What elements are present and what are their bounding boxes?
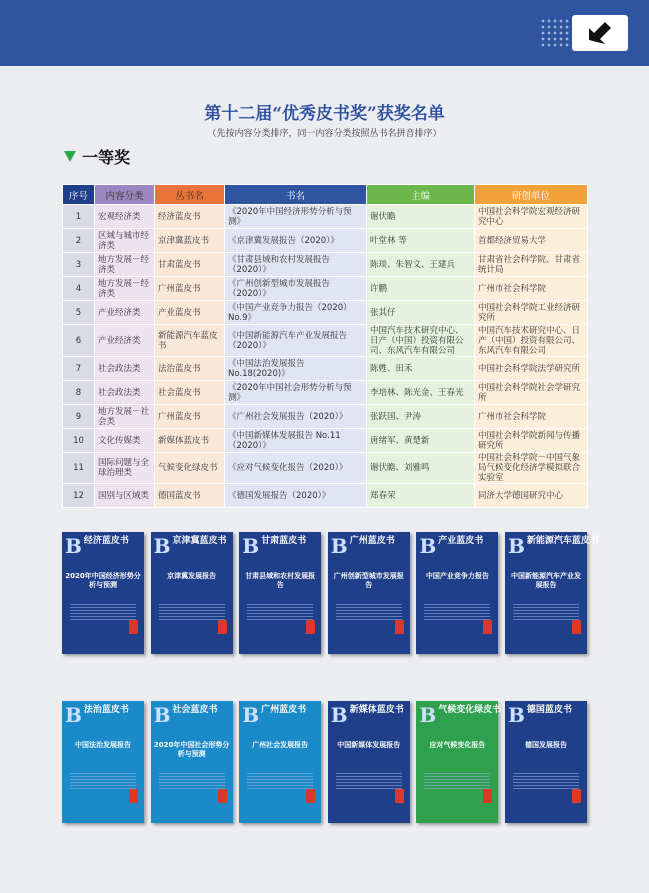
table-cell: 广州市社会科学院 — [475, 405, 588, 429]
table-cell: 李培林、陈光金、王春光 — [367, 381, 475, 405]
column-header: 主编 — [367, 185, 475, 205]
cover-title: 京津冀发展报告 — [167, 572, 217, 580]
table-cell: 11 — [63, 453, 95, 484]
table-cell: 《中国新能源汽车产业发展报告（2020）》 — [225, 325, 367, 357]
book-cover — [328, 532, 410, 654]
table-cell: 社会政法类 — [95, 381, 155, 405]
back-button[interactable] — [572, 15, 628, 51]
table-row — [63, 453, 588, 484]
table-cell: 中国社会科学院新闻与传播研究所 — [475, 429, 588, 453]
table-cell: 《中国新媒体发展报告 No.11（2020）》 — [225, 429, 367, 453]
cover-text-lines — [247, 604, 313, 622]
table-cell: 新媒体蓝皮书 — [155, 429, 225, 453]
table-row — [63, 405, 588, 429]
cover-header — [508, 705, 584, 725]
table-cell: 2 — [63, 229, 95, 253]
table-cell: 《2020年中国社会形势分析与预测》 — [225, 381, 367, 405]
cover-badge — [395, 789, 404, 803]
table-cell: 中国汽车技术研究中心、日产（中国）投资有限公司、东风汽车有限公司 — [367, 325, 475, 357]
cover-series: 德国蓝皮书 — [526, 705, 572, 715]
table-row — [63, 381, 588, 405]
table-cell: 8 — [63, 381, 95, 405]
table-cell: 《应对气候变化报告（2020）》 — [225, 453, 367, 484]
cover-logo-b: B — [330, 703, 348, 727]
table-cell: 9 — [63, 405, 95, 429]
cover-badge — [129, 620, 138, 634]
cover-text-lines — [424, 773, 490, 791]
table-cell: 《德国发展报告（2020）》 — [225, 484, 367, 508]
table-cell: 地方发展－经济类 — [95, 277, 155, 301]
cover-title: 中国新媒体发展报告 — [337, 741, 401, 749]
cover-series: 广州蓝皮书 — [261, 705, 307, 715]
cover-logo-b: B — [330, 534, 348, 558]
book-cover — [62, 701, 144, 823]
table-cell: 《甘肃县域和农村发展报告（2020）》 — [225, 253, 367, 277]
table-cell: 广州市社会科学院 — [475, 277, 588, 301]
table-cell: 文化传媒类 — [95, 429, 155, 453]
triangle-down-icon — [64, 151, 76, 162]
table-cell: 中国社会科学院－中国气象局气候变化经济学模拟联合实验室 — [475, 453, 588, 484]
column-header: 书名 — [225, 185, 367, 205]
cover-text-lines — [424, 604, 490, 622]
cover-series: 经济蓝皮书 — [83, 536, 129, 546]
cover-title: 应对气候变化报告 — [429, 741, 486, 749]
table-row — [63, 229, 588, 253]
table-cell: 5 — [63, 301, 95, 325]
table-cell: 1 — [63, 205, 95, 229]
cover-series: 新能源汽车蓝皮书 — [526, 536, 599, 546]
cover-header — [154, 536, 230, 556]
table-cell: 谢伏瞻、刘雅鸣 — [367, 453, 475, 484]
cover-logo-b: B — [507, 534, 525, 558]
table-cell: 气候变化绿皮书 — [155, 453, 225, 484]
table-cell: 首都经济贸易大学 — [475, 229, 588, 253]
cover-title: 中国新能源汽车产业发展报告 — [510, 572, 581, 589]
table-cell: 《广州社会发展报告（2020）》 — [225, 405, 367, 429]
arrow-down-left-icon — [585, 20, 615, 46]
table-body — [63, 205, 588, 508]
cover-title: 2020年中国社会形势分析与预测 — [153, 741, 230, 758]
cover-series: 产业蓝皮书 — [438, 536, 484, 546]
cover-header — [331, 705, 407, 725]
table-cell: 《广州创新型城市发展报告（2020）》 — [225, 277, 367, 301]
table-cell: 社会政法类 — [95, 357, 155, 381]
column-header: 丛书名 — [155, 185, 225, 205]
table-cell: 3 — [63, 253, 95, 277]
cover-text-lines — [513, 604, 579, 622]
table-cell: 广州蓝皮书 — [155, 405, 225, 429]
cover-text-lines — [336, 773, 402, 791]
table-cell: 中国社会科学院社会学研究所 — [475, 381, 588, 405]
table-cell: 经济蓝皮书 — [155, 205, 225, 229]
table-cell: 产业经济类 — [95, 325, 155, 357]
cover-series: 法治蓝皮书 — [83, 705, 129, 715]
table-cell: 谢伏瞻 — [367, 205, 475, 229]
table-cell: 叶堂林 等 — [367, 229, 475, 253]
cover-title: 中国法治发展报告 — [75, 741, 131, 749]
column-header: 序号 — [63, 185, 95, 205]
book-cover — [505, 701, 587, 823]
book-covers-row-1 — [62, 532, 599, 654]
table-cell: 陈甦、田禾 — [367, 357, 475, 381]
cover-logo-b: B — [153, 534, 171, 558]
cover-logo-b: B — [242, 703, 260, 727]
table-cell: 12 — [63, 484, 95, 508]
table-cell: 地方发展－经济类 — [95, 253, 155, 277]
book-cover — [239, 532, 321, 654]
cover-series: 新媒体蓝皮书 — [349, 705, 404, 715]
cover-badge — [572, 620, 581, 634]
cover-header — [419, 536, 495, 556]
table-cell: 法治蓝皮书 — [155, 357, 225, 381]
cover-logo-b: B — [419, 534, 437, 558]
book-cover — [151, 701, 233, 823]
table-cell: 6 — [63, 325, 95, 357]
table-row — [63, 205, 588, 229]
cover-text-lines — [159, 604, 225, 622]
cover-text-lines — [159, 773, 225, 791]
cover-title: 广州创新型城市发展报告 — [333, 572, 404, 589]
book-cover — [505, 532, 599, 654]
table-cell: 产业蓝皮书 — [155, 301, 225, 325]
table-cell: 中国社会科学院法学研究所 — [475, 357, 588, 381]
table-cell: 中国社会科学院工业经济研究所 — [475, 301, 588, 325]
table-cell: 《中国法治发展报告 No.18(2020)》 — [225, 357, 367, 381]
cover-text-lines — [70, 604, 136, 622]
cover-header — [65, 536, 141, 556]
book-cover — [416, 701, 502, 823]
cover-text-lines — [247, 773, 313, 791]
cover-badge — [306, 789, 315, 803]
cover-series: 社会蓝皮书 — [172, 705, 218, 715]
cover-badge — [218, 620, 227, 634]
book-covers-row-2 — [62, 701, 587, 823]
section-label: 一等奖 — [82, 148, 131, 167]
cover-header — [419, 703, 502, 727]
cover-badge — [483, 620, 492, 634]
cover-title: 德国发展报告 — [524, 741, 567, 749]
cover-header — [242, 536, 318, 556]
cover-logo-b: B — [507, 703, 525, 727]
table-cell: 7 — [63, 357, 95, 381]
book-cover — [416, 532, 498, 654]
table-row — [63, 429, 588, 453]
cover-header — [331, 536, 407, 556]
table-row — [63, 277, 588, 301]
cover-badge — [572, 789, 581, 803]
table-cell: 郑春荣 — [367, 484, 475, 508]
table-cell: 中国社会科学院宏观经济研究中心 — [475, 205, 588, 229]
cover-badge — [218, 789, 227, 803]
cover-header — [65, 705, 141, 725]
cover-title: 中国产业竞争力报告 — [425, 572, 489, 580]
table-cell: 《中国产业竞争力报告（2020）No.9》 — [225, 301, 367, 325]
table-cell: 德国蓝皮书 — [155, 484, 225, 508]
header-bar — [0, 0, 649, 66]
page-title: 第十二届“优秀皮书奖”获奖名单 — [204, 104, 445, 124]
cover-badge — [483, 789, 492, 803]
table-row — [63, 301, 588, 325]
column-header: 研创单位 — [475, 185, 588, 205]
table-cell: 《京津冀发展报告（2020）》 — [225, 229, 367, 253]
table-row — [63, 253, 588, 277]
cover-series: 甘肃蓝皮书 — [261, 536, 307, 546]
table-cell: 4 — [63, 277, 95, 301]
cover-text-lines — [336, 604, 402, 622]
cover-series: 广州蓝皮书 — [349, 536, 395, 546]
table-cell: 区域与城市经济类 — [95, 229, 155, 253]
table-cell: 张跃国、尹涛 — [367, 405, 475, 429]
table-cell: 国际问题与全球治理类 — [95, 453, 155, 484]
dot-pattern-decoration — [540, 18, 570, 48]
cover-series: 气候变化绿皮书 — [438, 705, 502, 715]
cover-badge — [306, 620, 315, 634]
column-header: 内容分类 — [95, 185, 155, 205]
book-cover — [151, 532, 233, 654]
cover-text-lines — [70, 773, 136, 791]
table-cell: 张其仔 — [367, 301, 475, 325]
table-cell: 许鹏 — [367, 277, 475, 301]
table-cell: 产业经济类 — [95, 301, 155, 325]
table-cell: 国别与区域类 — [95, 484, 155, 508]
cover-title: 2020年中国经济形势分析与预测 — [65, 572, 141, 589]
table-header-row — [63, 185, 588, 205]
cover-logo-b: B — [419, 703, 437, 727]
table-row — [63, 325, 588, 357]
table-cell: 甘肃蓝皮书 — [155, 253, 225, 277]
cover-header — [154, 705, 230, 725]
cover-logo-b: B — [153, 703, 171, 727]
cover-logo-b: B — [65, 703, 82, 727]
section-heading — [64, 145, 130, 168]
cover-series: 京津冀蓝皮书 — [172, 536, 227, 546]
table-cell: 唐绪军、黄楚新 — [367, 429, 475, 453]
table-row — [63, 357, 588, 381]
table-cell: 中国汽车技术研究中心、日产（中国）投资有限公司、东风汽车有限公司 — [475, 325, 588, 357]
table-cell: 广州蓝皮书 — [155, 277, 225, 301]
cover-header — [242, 705, 318, 725]
cover-title: 甘肃县域和农村发展报告 — [245, 572, 316, 589]
table-cell: 社会蓝皮书 — [155, 381, 225, 405]
cover-logo-b: B — [242, 534, 260, 558]
table-cell: 《2020年中国经济形势分析与预测》 — [225, 205, 367, 229]
book-cover — [239, 701, 321, 823]
table-cell: 宏观经济类 — [95, 205, 155, 229]
table-row — [63, 484, 588, 508]
cover-logo-b: B — [65, 534, 82, 558]
cover-badge — [395, 620, 404, 634]
cover-badge — [129, 789, 138, 803]
table-cell: 同济大学德国研究中心 — [475, 484, 588, 508]
cover-header — [507, 534, 599, 558]
table-cell: 京津冀蓝皮书 — [155, 229, 225, 253]
book-cover — [62, 532, 144, 654]
table-cell: 地方发展－社会类 — [95, 405, 155, 429]
cover-title: 广州社会发展报告 — [252, 741, 309, 749]
page-subtitle: （先按内容分类排序，同一内容分类按照丛书名拼音排序） — [207, 129, 442, 139]
book-cover — [328, 701, 410, 823]
table-cell: 10 — [63, 429, 95, 453]
cover-text-lines — [513, 773, 579, 791]
table-cell: 甘肃省社会科学院、甘肃省统计局 — [475, 253, 588, 277]
table-cell: 陈琰、朱智文、王建兵 — [367, 253, 475, 277]
awards-table — [62, 184, 588, 508]
table-cell: 新能源汽车蓝皮书 — [155, 325, 225, 357]
